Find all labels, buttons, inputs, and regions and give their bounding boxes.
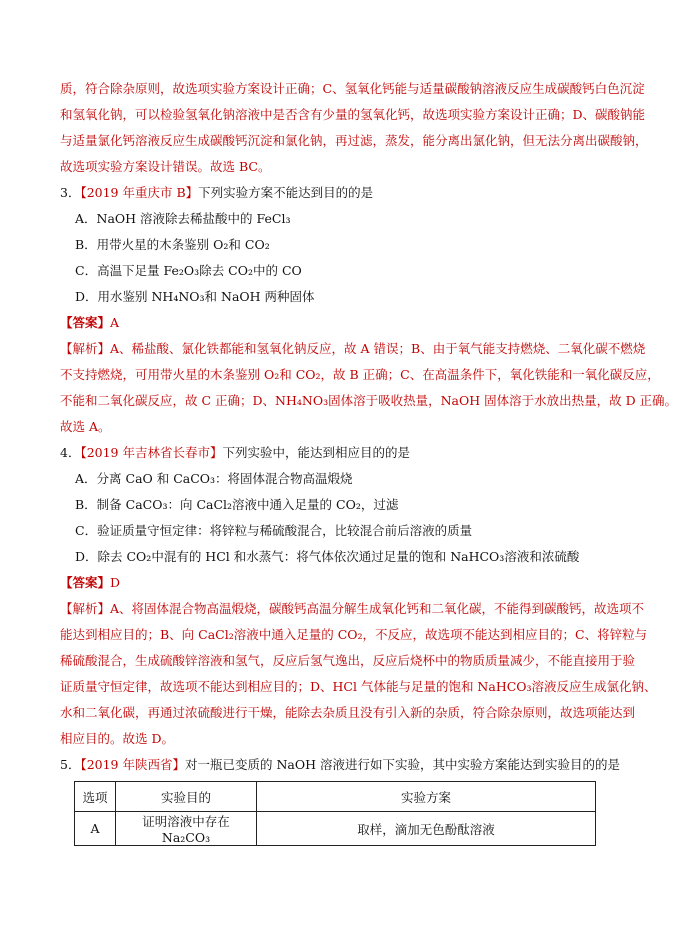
- question-text: 对一瓶已变质的 NaOH 溶液进行如下实验，其中实验方案能达到实验目的的是: [185, 757, 620, 772]
- question-3: [60, 180, 677, 440]
- table-header-cell: 实验方案: [257, 782, 596, 812]
- options-table: [74, 781, 596, 846]
- document-content: [60, 76, 677, 846]
- table-cell: A: [75, 812, 116, 846]
- question-text: 下列实验方案不能达到目的的是: [198, 185, 374, 200]
- question-source: 【2019 年陕西省】: [80, 757, 185, 772]
- answer-value: A: [110, 315, 120, 330]
- question-5: [60, 752, 620, 846]
- intro-line: 故选项实验方案设计错误。故选 BC。: [60, 159, 271, 174]
- table-cell: 取样，滴加无色酚酞溶液: [257, 812, 596, 846]
- analysis: [60, 596, 657, 752]
- answer-value: D: [110, 575, 121, 590]
- option-a: A．NaOH 溶液除去稀盐酸中的 FeCl₃: [75, 211, 291, 226]
- answer-line: [60, 310, 606, 336]
- table-cell: 证明溶液中存在 Na₂CO₃: [116, 812, 257, 846]
- option-c: C．高温下足量 Fe₂O₃除去 CO₂中的 CO: [75, 263, 302, 278]
- option-d: D．用水鉴别 NH₄NO₃和 NaOH 两种固体: [75, 289, 315, 304]
- question-number: 3．: [60, 185, 81, 200]
- intro-line: 与适量氯化钙溶液反应生成碳酸钙沉淀和氯化钠，再过滤，蒸发，能分离出氯化钠，但无法分离出碳酸钠，: [60, 133, 648, 148]
- answer-tag: 【答案】: [60, 575, 111, 590]
- analysis-line: 不能和二氧化碳反应，故 C 正确；D、NH₄NO₃固体溶于吸收热量，NaOH 固体溶于水放出热量，故 D 正确。: [60, 393, 677, 408]
- table-header-cell: 选项: [75, 782, 116, 812]
- question-number: 4．: [60, 445, 81, 460]
- analysis-line: 水和二氧化碳，再通过浓硫酸进行干燥，能除去杂质且没有引入新的杂质，符合除杂原则，故选项能达到: [60, 705, 636, 720]
- option-d: D．除去 CO₂中混有的 HCl 和水蒸气：将气体依次通过足量的饱和 NaHCO₃溶液和浓硫酸: [75, 549, 580, 564]
- analysis-line: 【解析】A、稀盐酸、氯化铁都能和氢氧化钠反应，故 A 错误；B、由于氧气能支持燃烧、二氧化碳不燃烧: [60, 341, 646, 356]
- question-4-stem: [60, 440, 606, 466]
- question-source: 【2019 年重庆市 B】: [80, 185, 199, 200]
- intro-explanation: [60, 76, 648, 180]
- option-c: C．验证质量守恒定律：将锌粒与稀硫酸混合，比较混合前后溶液的质量: [75, 523, 473, 538]
- analysis-line: 稀硫酸混合，生成硫酸锌溶液和氢气，反应后氢气逸出，反应后烧杯中的物质质量减少，不能直接用于验: [60, 653, 636, 668]
- analysis-line: 不支持燃烧，可用带火星的木条鉴别 O₂和 CO₂，故 B 正确；C、在高温条件下，氧化铁能和一氧化碳反应，: [60, 367, 660, 382]
- answer-tag: 【答案】: [60, 315, 111, 330]
- option-b: B．用带火星的木条鉴别 O₂和 CO₂: [75, 237, 270, 252]
- answer-line: [60, 570, 606, 596]
- option-b: B．制备 CaCO₃：向 CaCl₂溶液中通入足量的 CO₂，过滤: [75, 497, 399, 512]
- question-5-stem: [60, 752, 620, 778]
- analysis-line: 故选 A。: [60, 419, 111, 434]
- question-source: 【2019 年吉林省长春市】: [80, 445, 223, 460]
- intro-line: 和氢氧化钠，可以检验氢氧化钠溶液中是否含有少量的氢氧化钙，故选项实验方案设计正确；D、碳酸钠能: [60, 107, 646, 122]
- table-header-cell: 实验目的: [116, 782, 257, 812]
- question-3-stem: [60, 180, 606, 206]
- analysis-line: 证质量守恒定律，故选项不能达到相应目的；D、HCl 气体能与足量的饱和 NaHCO₃溶液反应生成氯化钠、: [60, 679, 657, 694]
- analysis: [60, 336, 677, 440]
- question-text: 下列实验中，能达到相应目的的是: [222, 445, 411, 460]
- analysis-line: 相应目的。故选 D。: [60, 731, 174, 746]
- question-4: [60, 440, 657, 752]
- analysis-line: 能达到相应目的；B、向 CaCl₂溶液中通入足量的 CO₂，不反应，故选项不能达到相应目的；C、将锌粒与: [60, 627, 648, 642]
- table-row: [75, 812, 596, 846]
- option-a: A．分离 CaO 和 CaCO₃：将固体混合物高温煅烧: [75, 471, 353, 486]
- table-header-row: [75, 782, 596, 812]
- question-number: 5．: [60, 757, 81, 772]
- intro-line: 质，符合除杂原则，故选项实验方案设计正确；C、氢氧化钙能与适量碳酸钠溶液反应生成碳酸钙白色沉淀: [60, 81, 645, 96]
- analysis-line: 【解析】A、将固体混合物高温煅烧，碳酸钙高温分解生成氧化钙和二氧化碳，不能得到碳酸钙，故选项不: [60, 601, 645, 616]
